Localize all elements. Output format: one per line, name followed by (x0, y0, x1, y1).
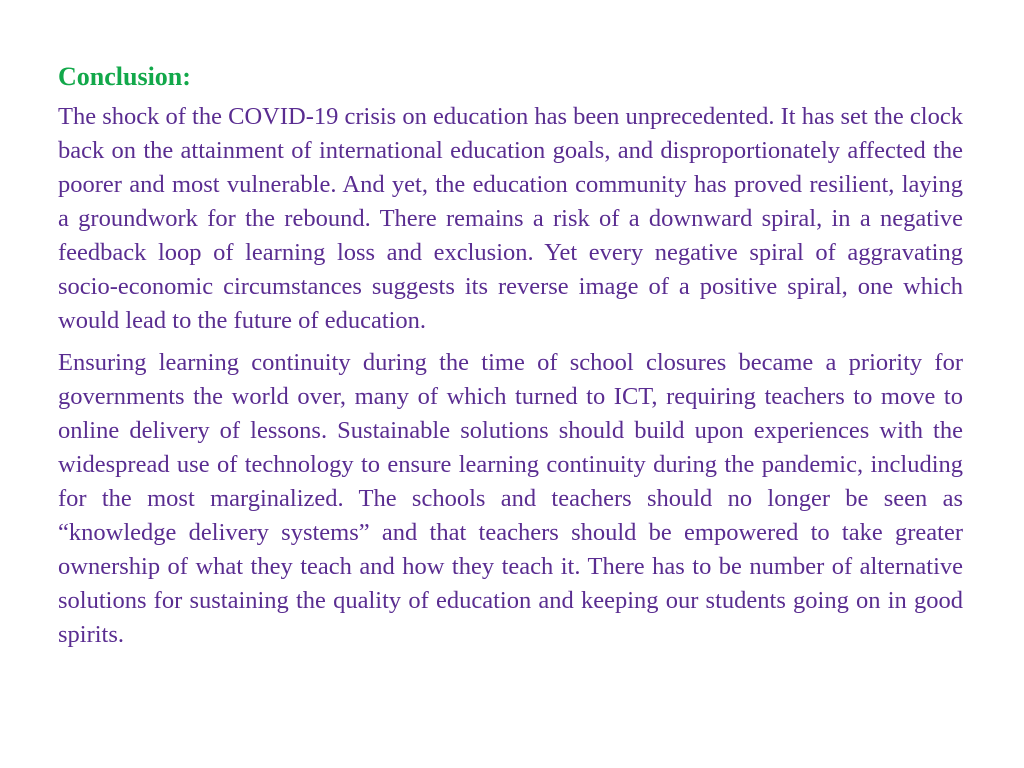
paragraph-learning-continuity: Ensuring learning continuity during the time of school closures became a priority for governments the world over, many of which turned to ICT, requiring teachers to move to online delivery of lessons. Sustainable solutions should build upon experiences with the widespread use of technology to ensure learning continuity during the pandemic, including for the most marginalized. The schools and teachers should no longer be seen as “knowledge delivery systems” and that teachers should be empowered to take greater ownership of what they teach and how they teach it. There has to be number of alternative solutions for sustaining the quality of education and keeping our students going on in good spirits. (58, 349, 963, 648)
slide-content (58, 60, 963, 660)
paragraph-covid-impact: The shock of the COVID-19 crisis on education has been unprecedented. It has set the clock back on the attainment of international education goals, and disproportionately affected the poorer and most vulnerable. And yet, the education community has proved resilient, laying a groundwork for the rebound. There remains a risk of a downward spiral, in a negative feedback loop of learning loss and exclusion. Yet every negative spiral of aggravating socio-economic circumstances suggests its reverse image of a positive spiral, one which would lead to the future of education. (58, 103, 963, 334)
conclusion-heading: Conclusion: (58, 62, 191, 91)
